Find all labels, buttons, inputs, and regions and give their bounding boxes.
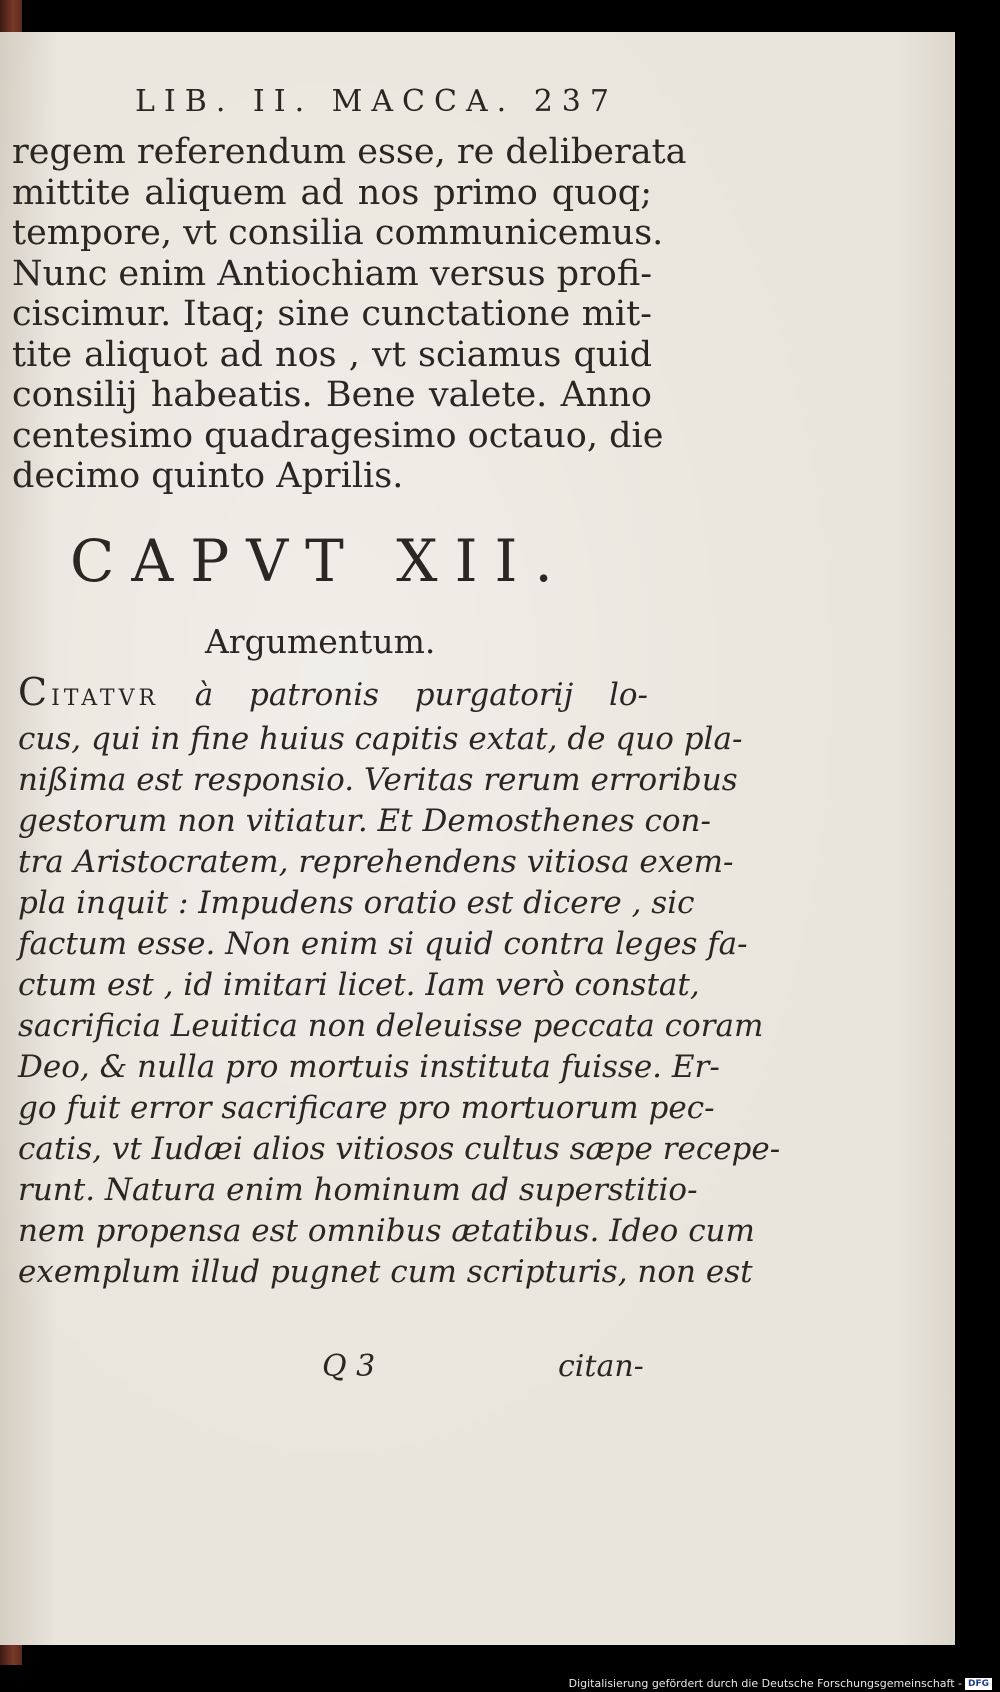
- argument-line: gestorum non vitiatur. Et Demosthenes con-: [18, 803, 711, 839]
- argument-line: exemplum illud pugnet cum scripturis, non est: [18, 1254, 753, 1290]
- drop-cap: C: [18, 670, 52, 714]
- argument-line: factum esse. Non enim si quid contra leges fa-: [18, 926, 748, 962]
- argument-line: runt. Natura enim hominum ad superstitio-: [18, 1172, 698, 1208]
- catchword: citan-: [558, 1349, 644, 1384]
- body-line: ciscimur. Itaq; sine cunctatione mit-: [12, 294, 652, 334]
- argument-line-rest: à patronis purgatorij lo-: [194, 677, 648, 713]
- body-line: centesimo quadragesimo octauo, die: [12, 415, 664, 456]
- argument-line: ctum est , id imitari licet. Iam verò constat,: [18, 967, 700, 1003]
- argument-title: Argumentum.: [205, 622, 436, 661]
- running-header: LIB. II. MACCA. 237: [135, 84, 618, 119]
- argument-line: go fuit error sacrificare pro mortuorum pec-: [18, 1090, 715, 1126]
- argument-line: catis, vt Iudæi alios vitiosos cultus sæpe recepe-: [18, 1131, 781, 1167]
- argument-line: tra Aristocratem, reprehendens vitiosa exem-: [18, 844, 734, 880]
- dfg-logo-icon: DFG: [965, 1678, 992, 1690]
- body-line: tempore, vt consilia communicemus.: [12, 213, 664, 253]
- body-line: decimo quinto Aprilis.: [12, 456, 404, 496]
- argument-line: sacrificia Leuitica non deleuisse peccata coram: [18, 1008, 764, 1044]
- body-text: [12, 132, 687, 497]
- book-page: [0, 32, 955, 1645]
- argument-line: nem propensa est omnibus ætatibus. Ideo cum: [18, 1213, 755, 1249]
- argument-line: cus, qui in fine huius capitis extat, de quo pla-: [18, 721, 743, 757]
- signature-mark: Q 3: [322, 1349, 376, 1384]
- argument-text: [18, 670, 781, 1293]
- argument-line: nißima est responsio. Veritas rerum erroribus: [18, 762, 738, 798]
- argument-first-line: [18, 672, 648, 719]
- body-line: regem referendum esse, re deliberata: [12, 132, 687, 172]
- body-line: consilij habeatis. Bene valete. Anno: [12, 375, 652, 415]
- argument-line: Deo, & nulla pro mortuis instituta fuisse. Er-: [18, 1049, 720, 1085]
- argument-line: pla inquit : Impudens oratio est dicere , sic: [18, 885, 695, 921]
- chapter-heading: CAPVT XII.: [70, 527, 570, 595]
- credit-text: Digitalisierung gefördert durch die Deutsche Forschungsgemeinschaft -: [568, 1677, 962, 1690]
- body-line: mittite aliquem ad nos primo quoq;: [12, 172, 652, 213]
- digitization-credit: [569, 1677, 992, 1690]
- body-line: Nunc enim Antiochiam versus profi-: [12, 253, 653, 294]
- small-caps-word: ITATVR: [51, 686, 160, 711]
- body-line: tite aliquot ad nos , vt sciamus quid: [12, 334, 652, 375]
